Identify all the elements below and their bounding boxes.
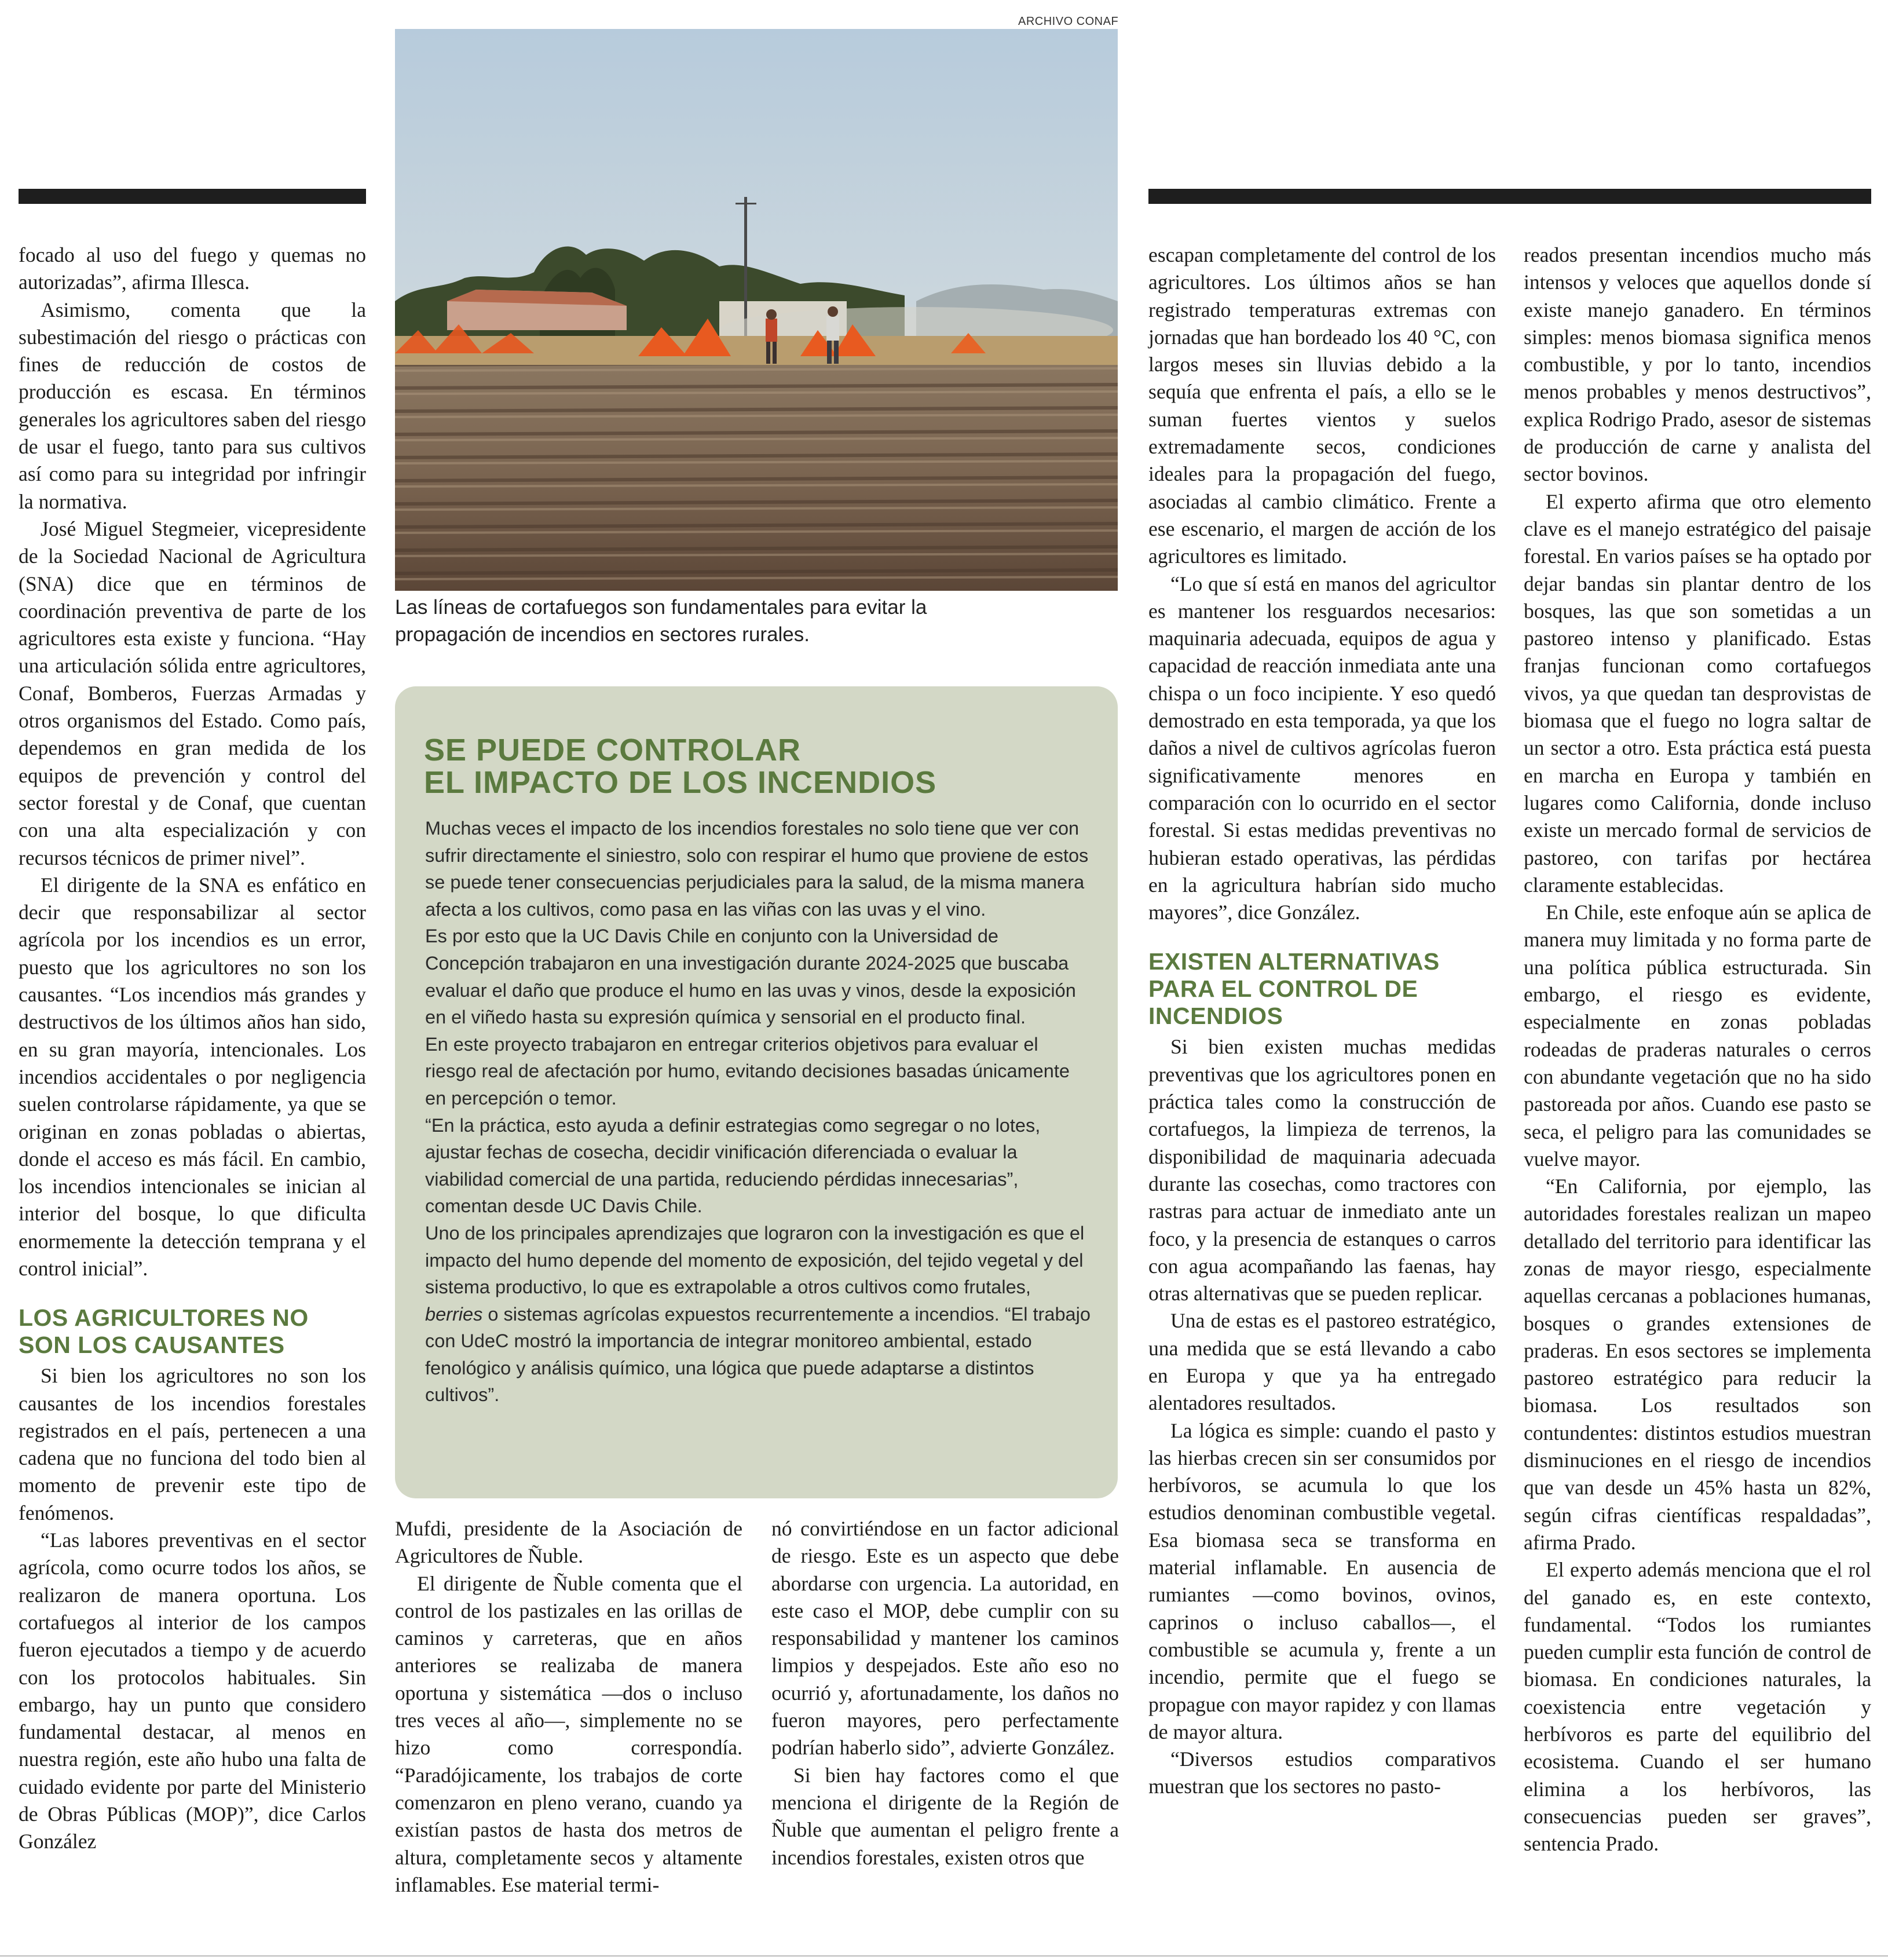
paragraph: Una de estas es el pastoreo estratégico, una medida que se está llevando a cabo en Europa y que ya ha entregado alentadores resultados. — [1148, 1309, 1496, 1415]
photo-caption-line: Las líneas de cortafuegos son fundamentales para evitar la — [395, 596, 927, 619]
photo-credit: ARCHIVO CONAF — [1018, 15, 1119, 28]
paragraph: Si bien existen muchas medidas preventivas que los agricultores ponen en práctica tales como la construcción de cortafuegos, la limpieza de terrenos, la disponibilidad de maquinaria adecuada durante las cosechas, como tractores con rastras para actuar de inmediato ante un foco, y la presencia de estanques o carros con agua acompañando las faenas, hay otras alternativas que se pueden replicar. — [1148, 1035, 1496, 1306]
italic-term: berries — [425, 1303, 483, 1325]
paragraph: En Chile, este enfoque aún se aplica de manera muy limitada y no forma parte de una política pública estructurada. Sin embargo, el riesgo es evidente, especialmente en zonas pobladas rodeadas de praderas naturales o cerros con abundante vegetación que no ha sido pastoreada por años. Cuando ese pasto se seca, el peligro para las comunidades se vuelve mayor. — [1524, 901, 1871, 1171]
text-span: Uno de los principales aprendizajes que lograron con la investigación es que el impacto del humo depende del momento de exposición, del tejido vegetal y del sistema productivo, lo que es extrapolable a otros cultivos como frutales, — [425, 1222, 1085, 1298]
photo-caption-line: propagación de incendios en sectores rurales. — [395, 623, 810, 646]
sidebar-box-title-line: EL IMPACTO DE LOS INCENDIOS — [424, 765, 937, 800]
article-column-1 — [19, 242, 366, 1856]
text-span: o sistemas agrícolas expuestos recurrentemente a incendios. “El trabajo con UdeC mostró la importancia de integrar monitoreo ambiental, estado fenológico y análisis químico, una lógica que puede adaptarse a distintos cultivos”. — [425, 1303, 1091, 1406]
article-column-3 — [771, 1515, 1119, 1871]
paragraph: “Lo que sí está en manos del agricultor es mantener los resguardos necesarios: maquinaria adecuada, equipos de agua y capacidad de reacción inmediata ante una chispa o un foco incipiente. Y eso quedó demostrado en esta temporada, ya que los daños a nivel de cultivos agrícolas fueron significativamente menores en comparación con lo ocurrido en el sector forestal. Si estas medidas preventivas no hubieran estado operativas, las pérdidas en la agricultura habrían sido mucho mayores”, dice González. — [1148, 572, 1496, 924]
article-column-4 — [1148, 242, 1496, 1801]
paragraph: reados presentan incendios mucho más intensos y veloces que aquellos donde sí existe manejo ganadero. En términos simples: menos biomasa significa menos combustible, y por lo tanto, incendios menos probables y menos destructivos”, explica Rodrigo Prado, asesor de sistemas de producción de carne y analista del sector bovinos. — [1524, 243, 1871, 486]
paragraph: “Las labores preventivas en el sector agrícola, como ocurre todos los años, se realizaron de manera oportuna. Los cortafuegos al interior de los campos fueron ejecutados a tiempo y de acuerdo con los protocolos habituales. Sin embargo, hay un punto que considero fundamental destacar, al menos en nuestra región, este año hubo una falta de cuidado evidente por parte del Ministerio de Obras Públicas (MOP)”, dice Carlos González — [19, 1528, 366, 1853]
paragraph: El dirigente de Ñuble comenta que el control de los pastizales en las orillas de caminos y carreteras, que en años anteriores se realizaba de manera oportuna y sistemática —dos o incluso tres veces al año—, simplemente no se hizo como correspondía. “Paradójicamente, los trabajos de corte comenzaron en pleno verano, cuando ya existían pastos de hasta dos metros de altura, completamente secos y altamente inflamables. Ese material termi- — [395, 1571, 742, 1896]
article-column-2 — [395, 1515, 742, 1899]
paragraph: escapan completamente del control de los agricultores. Los últimos años se han registrado temperaturas extremas con jornadas que han bordeado los 40 °C, con largos meses sin lluvias debido a la sequía que enfrenta el país, a ello se le suman fuertes vientos y suelos extremadamente secos, condiciones ideales para la propagación del fuego, asociadas al cambio climático. Frente a ese escenario, el margen de acción de los agricultores es limitado. — [1148, 243, 1496, 568]
paragraph: Si bien hay factores como el que menciona el dirigente de la Región de Ñuble que aumentan el peligro frente a incendios forestales, existen otros que — [771, 1763, 1119, 1869]
paragraph: El experto además menciona que el rol del ganado es, en este contexto, fundamental. “Todos los rumiantes pueden cumplir esta función de control de biomasa. En condiciones naturales, la coexistencia entre vegetación y herbívoros es parte del equilibrio del ecosistema. Cuando el ser humano elimina a los herbívoros, las consecuencias pueden ser graves”, sentencia Prado. — [1524, 1558, 1871, 1856]
column-rule-right — [1148, 189, 1871, 204]
article-column-5 — [1524, 242, 1871, 1858]
sidebar-box-body — [425, 815, 1091, 1409]
paragraph — [425, 1220, 1091, 1409]
photo-caption — [395, 594, 1118, 648]
paragraph: “Diversos estudios comparativos muestran que los sectores no pasto- — [1148, 1747, 1496, 1798]
paragraph: El dirigente de la SNA es enfático en decir que responsabilizar al sector agrícola por los incendios es un error, puesto que los agricultores no son los causantes. “Los incendios más grandes y destructivos de los últimos años han sido, en su gran mayoría, intencionales. Los incendios accidentales o por negligencia suelen controlarse rápidamente, ya que se originan en zonas pobladas o abiertas, donde el acceso es más fácil. En cambio, los incendios intencionales se inician al interior del bosque, lo que dificulta enormemente la detección temprana y el control inicial”. — [19, 873, 366, 1280]
section-heading: EXISTEN ALTERNATIVAS PARA EL CONTROL DE INCENDIOS — [1148, 948, 1440, 1030]
paragraph: La lógica es simple: cuando el pasto y las hierbas crecen sin ser consumidos por herbívoros, se acumula lo que los estudios denominan combustible vegetal. Esa biomasa seca se transforma en material inflamable. En ausencia de rumiantes —como bovinos, ovinos, caprinos o incluso caballos—, el combustible se acumula y, frente a un incendio, permite que el fuego se propague con mayor rapidez y con llamas de mayor altura. — [1148, 1418, 1496, 1743]
paragraph: Muchas veces el impacto de los incendios forestales no solo tiene que ver con sufrir directamente el siniestro, solo con respirar el humo que proviene de estos se puede tener consecuencias perjudiciales para la salud, de la misma manera afecta a los cultivos, como pasa en las viñas con las uvas y el vino. — [425, 818, 1089, 920]
paragraph: Mufdi, presidente de la Asociación de Agricultores de Ñuble. — [395, 1517, 742, 1568]
column-rule-left — [19, 189, 366, 204]
paragraph: José Miguel Stegmeier, vicepresidente de la Sociedad Nacional de Agricultura (SNA) dice que en términos de coordinación preventiva de parte de los agricultores esta existe y funciona. “Hay una articulación sólida entre agricultores, Conaf, Bomberos, Fuerzas Armadas y otros organismos del Estado. Como país, dependemos en gran medida de los equipos de prevención y control del sector forestal y de Conaf, que cuentan con una alta especialización y con recursos técnicos de primer nivel”. — [19, 517, 366, 869]
paragraph: Si bien los agricultores no son los causantes de los incendios forestales registrados en el país, pertenecen a una cadena que no funciona del todo bien al momento de prevenir este tipo de fenómenos. — [19, 1364, 366, 1524]
paragraph: El experto afirma que otro elemento clave es el manejo estratégico del paisaje forestal. En varios países se ha optado por dejar bandas sin plantar dentro de los bosques, las que son sometidas a un pastoreo intenso y planificado. Estas franjas funcionan como cortafuegos vivos, ya que quedan tan desprovistas de biomasa que el fuego no logra saltar de un sector a otro. Esta práctica está puesta en marcha en Europa y también en lugares como California, donde incluso existe un mercado formal de servicios de pastoreo, con tarifas por hectárea claramente establecidas. — [1524, 489, 1871, 897]
sidebar-box — [395, 686, 1118, 1498]
paragraph: Asimismo, comenta que la subestimación del riesgo o prácticas con fines de reducción de costos de producción es escasa. En términos generales los agricultores saben del riesgo de usar el fuego, tanto para sus cultivos así como para su integridad por infringir la normativa. — [19, 298, 366, 513]
section-heading: LOS AGRICULTORES NO SON LOS CAUSANTES — [19, 1304, 309, 1359]
page-bottom-rule — [0, 1955, 1888, 1957]
paragraph: nó convirtiéndose en un factor adicional de riesgo. Este es un aspecto que debe abordarse con urgencia. La autoridad, en este caso el MOP, debe cumplir con su responsabilidad y mantener los caminos limpios y despejados. Este año eso no ocurrió y, afortunadamente, los daños no fueron mayores, pero perfectamente podrían haberlo sido”, advierte González. — [771, 1517, 1119, 1760]
sidebar-box-title — [424, 734, 1096, 799]
paragraph: En este proyecto trabajaron en entregar criterios objetivos para evaluar el riesgo real de afectación por humo, evitando decisiones basadas únicamente en percepción o temor. — [425, 1033, 1070, 1109]
article-photo — [395, 29, 1118, 591]
paragraph: focado al uso del fuego y quemas no autorizadas”, afirma Illesca. — [19, 243, 366, 294]
paragraph: Es por esto que la UC Davis Chile en conjunto con la Universidad de Concepción trabajaron en una investigación durante 2024-2025 que buscaba evaluar el daño que produce el humo en las uvas y vinos, desde la exposición en el viñedo hasta su expresión química y sensorial en el producto final. — [425, 926, 1076, 1028]
paragraph: “En la práctica, esto ayuda a definir estrategias como segregar o no lotes, ajustar fechas de cosecha, decidir vinificación diferenciada o evaluar la viabilidad comercial de una partida, reduciendo pérdidas innecesarias”, comentan desde UC Davis Chile. — [425, 1114, 1041, 1217]
sidebar-box-title-line: SE PUEDE CONTROLAR — [424, 733, 802, 767]
paragraph: “En California, por ejemplo, las autoridades forestales realizan un mapeo detallado del territorio para identificar las zonas de mayor riesgo, especialmente aquellas cercanas a poblaciones humanas, bosques o grandes extensiones de praderas. En esos sectores se implementa pastoreo estratégico para reducir la biomasa. Los resultados son contundentes: distintos estudios muestran disminuciones en el riesgo de incendios que van desde un 45% hasta un 82%, según cifras científicas respaldadas”, afirma Prado. — [1524, 1175, 1871, 1554]
